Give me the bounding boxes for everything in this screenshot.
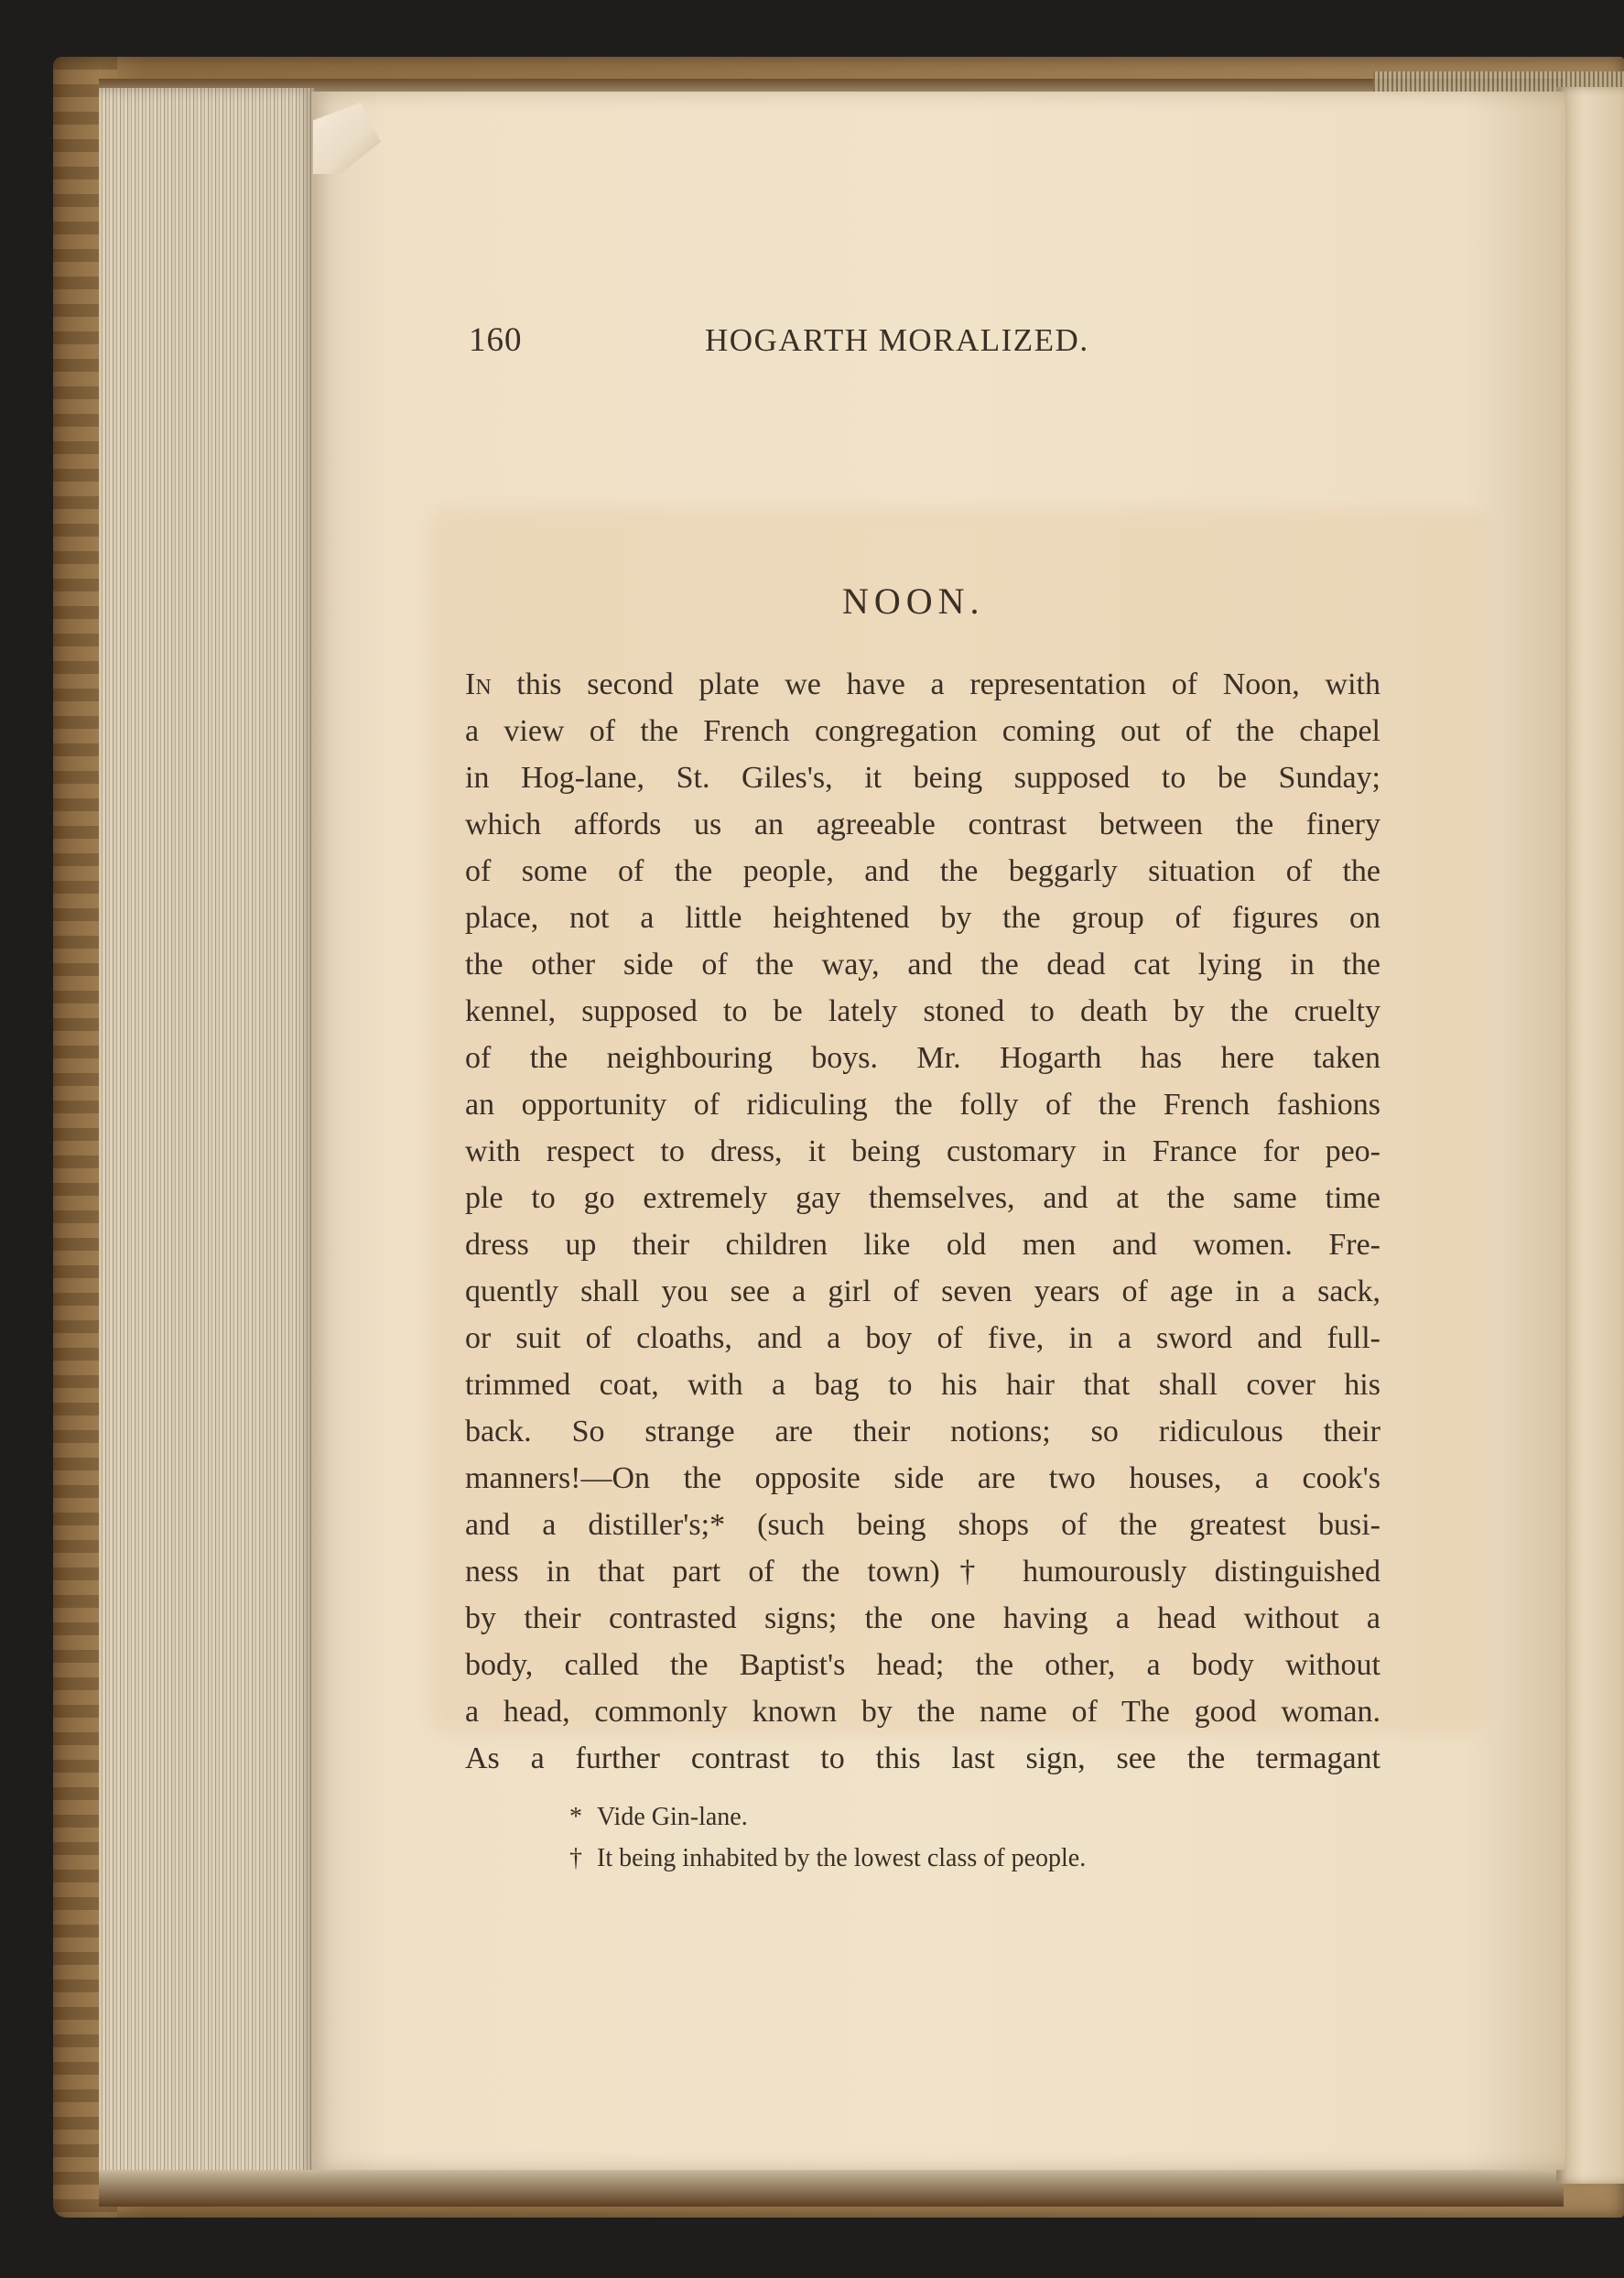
footnote-text: It being inhabited by the lowest class of people. <box>597 1844 1087 1872</box>
first-word: In <box>465 667 492 701</box>
page-block-left-edge <box>99 88 315 2194</box>
body-line: which affords us an agreeable contrast between the finery <box>465 808 1380 841</box>
body-line: the other side of the way, and the dead cat lying in the <box>465 948 1380 982</box>
facing-page-edge <box>1556 87 1624 2184</box>
body-text <box>465 661 1380 1782</box>
body-line: of some of the people, and the beggarly situation of the <box>465 854 1380 888</box>
body-line: in Hog-lane, St. Giles's, it being supposed to be Sunday; <box>465 761 1380 795</box>
body-line: manners!—On the opposite side are two houses, a cook's <box>465 1461 1380 1495</box>
page-header <box>469 320 1164 375</box>
body-line: As a further contrast to this last sign, see the termagant <box>465 1741 1380 1775</box>
body-line: with respect to dress, it being customary in France for peo- <box>465 1134 1380 1168</box>
body-line: or suit of cloaths, and a boy of five, in a sword and full- <box>465 1321 1380 1355</box>
body-line: ness in that part of the town)† humourously distinguished <box>465 1555 1380 1589</box>
page-number: 160 <box>469 321 523 359</box>
body-line: dress up their children like old men and women. Fre- <box>465 1228 1380 1262</box>
body-line: trimmed coat, with a bag to his hair that shall cover his <box>465 1368 1380 1402</box>
footnote <box>569 1838 1265 1879</box>
body-line: a head, commonly known by the name of The good woman. <box>465 1695 1380 1729</box>
chapter-title: NOON. <box>842 580 985 622</box>
body-line: back. So strange are their notions; so ridiculous their <box>465 1415 1380 1448</box>
body-line: an opportunity of ridiculing the folly of the French fashions <box>465 1088 1380 1122</box>
body-line: body, called the Baptist's head; the other, a body without <box>465 1648 1380 1682</box>
body-line: ple to go extremely gay themselves, and at the same time <box>465 1181 1380 1215</box>
body-line: and a distiller's;* (such being shops of the greatest busi- <box>465 1508 1380 1542</box>
body-line: quently shall you see a girl of seven years of age in a sack, <box>465 1275 1380 1308</box>
body-line: by their contrasted signs; the one having a head without a <box>465 1601 1380 1635</box>
running-head: HOGARTH MORALIZED. <box>705 322 1089 358</box>
footnotes <box>569 1796 1265 1879</box>
body-line: In this second plate we have a representation of Noon, with <box>465 667 1380 701</box>
page-block-bottom-edge <box>99 2170 1564 2207</box>
body-line: a view of the French congregation coming out of the chapel <box>465 714 1380 748</box>
footnote <box>569 1796 1265 1838</box>
body-line: place, not a little heightened by the group of figures on <box>465 901 1380 935</box>
footnote-mark: * <box>569 1803 582 1831</box>
footnote-text: Vide Gin-lane. <box>597 1803 748 1831</box>
body-line: of the neighbouring boys. Mr. Hogarth has here taken <box>465 1041 1380 1075</box>
body-line: kennel, supposed to be lately stoned to death by the cruelty <box>465 994 1380 1028</box>
footnote-mark: † <box>569 1844 582 1872</box>
